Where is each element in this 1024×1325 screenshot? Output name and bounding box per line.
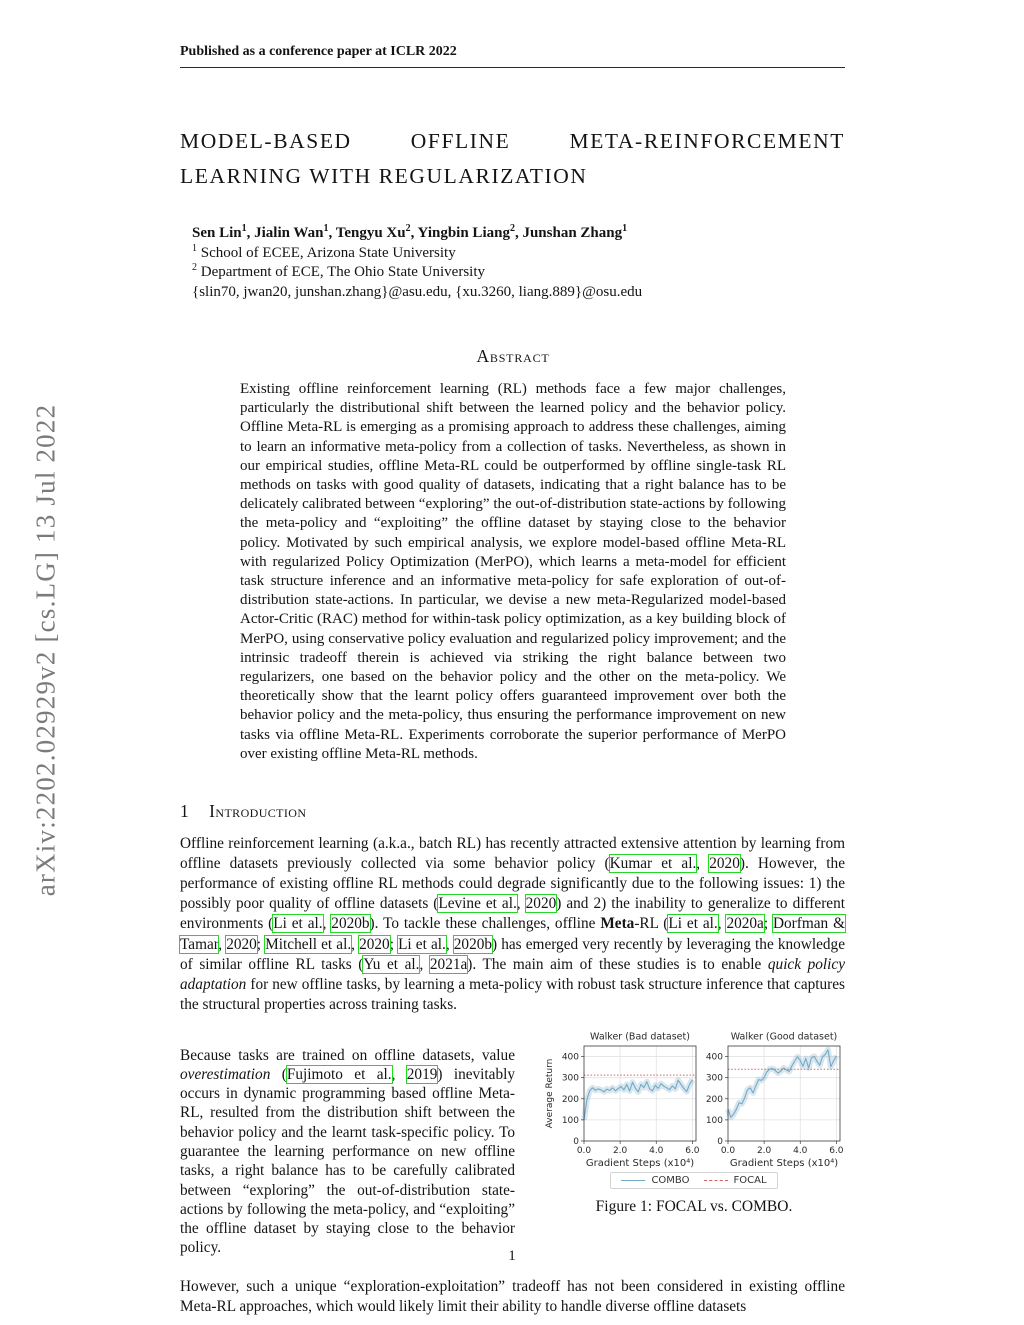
legend-focal-label: FOCAL [733,1175,767,1187]
citation-link[interactable]: Li et al. [398,935,446,953]
abstract-text: Existing offline reinforcement learning (RL) methods face a few major challenges, particularly the distributional shift between the learned policy and the behavior policy. Offline Meta-RL is emerging as a promising approach to address these challenges, aiming to learn an informative meta-policy from a collection of tasks. Nevertheless, as shown in our empirical studies, offline Meta-RL could be outperformed by offline single-task RL methods on tasks with good quality of datasets, indicating that a right balance has to be delicately calibrated between “exploring” the out-of-distribution state-actions by following the meta-policy and “exploiting” the offline dataset by staying close to the behavior policy. Motivated by such empirical analysis, we explore model-based offline Meta-RL with regularized Policy Optimization (MerPO), which learns a meta-model for efficient task structure inference and an informative meta-policy for safe exploration of out-of-distribution state-actions. In particular, we devise a new meta-Regularized model-based Actor-Critic (RAC) method for within-task policy optimization, as a key building block of MerPO, using conservative policy evaluation and regularized policy improvement; and the intrinsic tradeoff therein is achieved via striking the right balance between two regularizers, one based on the behavior policy and the other on the meta-policy. We theoretically show that the learnt policy offers guaranteed improvement over both the behavior policy and the meta-policy, thus ensuring the performance improvement on new tasks via offline Meta-RL. Experiments corroborate the superior performance of MerPO over existing offline Meta-RL methods. [240,381,786,762]
section-heading-introduction [180,801,845,822]
intro-left-column [180,1030,515,1273]
citation-link[interactable]: 2020 [359,935,390,953]
citation-link[interactable]: Dorfman & Tamar [180,915,846,953]
page-number: 1 [508,1248,516,1264]
citation-link[interactable]: 2021a [429,955,468,973]
svg-text:100: 100 [705,1116,723,1127]
svg-text:100: 100 [561,1116,579,1127]
svg-text:0: 0 [573,1137,579,1148]
author-names: Sen Lin$^1$, Jialin Wan$^1$, Tengyu Xu$^2$, Yingbin Liang$^2$, Junshan Zhang$^1$ [192,223,628,241]
svg-text:400: 400 [561,1052,579,1063]
svg-text:0.0: 0.0 [576,1146,592,1157]
abstract-section [240,346,786,764]
svg-text:2.0: 2.0 [612,1146,628,1157]
citation-link[interactable]: Li et al. [273,915,323,933]
svg-text:300: 300 [561,1073,579,1084]
figure-legend [610,1172,777,1189]
text-figure-row [180,1030,845,1273]
svg-text:6.0: 6.0 [685,1146,700,1157]
svg-text:6.0: 6.0 [829,1146,844,1157]
svg-text:Walker (Good dataset): Walker (Good dataset) [730,1031,838,1043]
figure-1 [543,1030,845,1273]
svg-text:Gradient Steps (x10⁴): Gradient Steps (x10⁴) [585,1158,695,1170]
combo-line-icon [621,1180,645,1181]
citation-link[interactable]: Levine et al. [438,895,517,913]
chart-walker-bad-dataset [543,1030,701,1170]
citation-link[interactable]: Kumar et al. [609,855,697,873]
section-number: 1 [180,801,190,822]
intro-paragraph-3: However, such a unique “exploration-exploitation” tradeoff has not been considered in existing offline Meta-RL approaches, which would likely limit their ability to handle diverse offline datasets [180,1278,845,1316]
author-block [192,224,845,302]
svg-text:400: 400 [705,1052,723,1063]
section-title: Introduction [209,801,307,822]
citation-link[interactable]: Fujimoto et al. [286,1065,392,1083]
citation-link[interactable]: 2019 [406,1065,438,1083]
svg-text:Average Return: Average Return [545,1058,555,1129]
svg-text:200: 200 [561,1094,579,1105]
svg-text:4.0: 4.0 [793,1146,808,1157]
svg-text:200: 200 [705,1094,723,1105]
affiliation-list: $^1$ School of ECEE, Arizona State University $^2$ Department of ECE, The Ohio State University [192,242,485,280]
figure-charts [543,1030,845,1170]
svg-text:300: 300 [705,1073,723,1084]
paper-title [180,124,845,194]
focal-line-icon [704,1180,728,1181]
citation-link[interactable]: 2020b [331,915,370,933]
citation-link[interactable]: 2020a [726,915,764,933]
paper-content [180,0,845,1325]
header-rule [180,67,845,68]
svg-text:4.0: 4.0 [649,1146,664,1157]
citation-link[interactable]: 2020b [453,935,493,953]
intro-paragraph-1: Offline reinforcement learning (a.k.a., batch RL) has recently attracted extensive attention by learning from offline datasets previously collected via some behavior policy (Kumar et al., 2020). However, the performance of existing offline RL methods could degrade significantly due to the following issues: 1) the possibly poor quality of offline datasets (Levine et al., 2020) and 2) the inability to generalize to different environments (Li et al., 2020b). To tackle these challenges, offline Meta-RL (Li et al., 2020a; Dorfman & Tamar, 2020; Mitchell et al., 2020; Li et al., 2020b) has emerged very recently by leveraging the knowledge of similar offline RL tasks (Yu et al., 2021a). The main aim of these studies is to enable quick policy adaptation for new offline tasks, by learning a meta-policy with robust task structure inference that captures the structural properties across training tasks. [180,835,846,1013]
abstract-heading: Abstract [476,346,550,366]
svg-text:2.0: 2.0 [756,1146,772,1157]
paper-title-line1: MODEL-BASED OFFLINE META-REINFORCEMENT [180,129,845,153]
citation-link[interactable]: Mitchell et al. [265,935,352,953]
running-head: Published as a conference paper at ICLR 2022 [180,44,457,59]
paper-title-line2: LEARNING WITH REGULARIZATION [180,164,588,188]
svg-text:Walker (Bad dataset): Walker (Bad dataset) [590,1031,690,1043]
svg-text:0.0: 0.0 [720,1146,736,1157]
citation-link[interactable]: Li et al. [668,915,718,933]
citation-link[interactable]: 2020 [525,895,557,913]
svg-text:0: 0 [717,1137,723,1148]
legend-item-focal [704,1175,767,1186]
svg-text:Gradient Steps (x10⁴): Gradient Steps (x10⁴) [729,1158,839,1170]
chart-walker-good-dataset [701,1030,845,1170]
intro-paragraph-2: Because tasks are trained on offline datasets, value overestimation (Fujimoto et al., 2019) inevitably occurs in dynamic programming based offline Meta-RL, resulted from the distribution shift between the behavior policy and the learnt task-specific policy. To guarantee the learning performance on new offline tasks, a right balance has to be carefully calibrated between “exploring” the out-of-distribution state-actions by following the meta-policy, and “exploiting” the offline dataset by staying close to the behavior policy. [180,1046,516,1257]
figure-caption: Figure 1: FOCAL vs. COMBO. [595,1198,793,1216]
citation-link[interactable]: 2020 [709,855,740,873]
author-emails: {slin70, jwan20, junshan.zhang}@asu.edu, {xu.3260, liang.889}@osu.edu [192,283,643,300]
legend-combo-label: COMBO [651,1175,690,1187]
arxiv-watermark: arXiv:2202.02929v2 [cs.LG] 13 Jul 2022 [30,403,61,897]
legend-item-combo [621,1175,689,1186]
citation-link[interactable]: Yu et al. [363,955,420,973]
citation-link[interactable]: 2020 [226,935,257,953]
